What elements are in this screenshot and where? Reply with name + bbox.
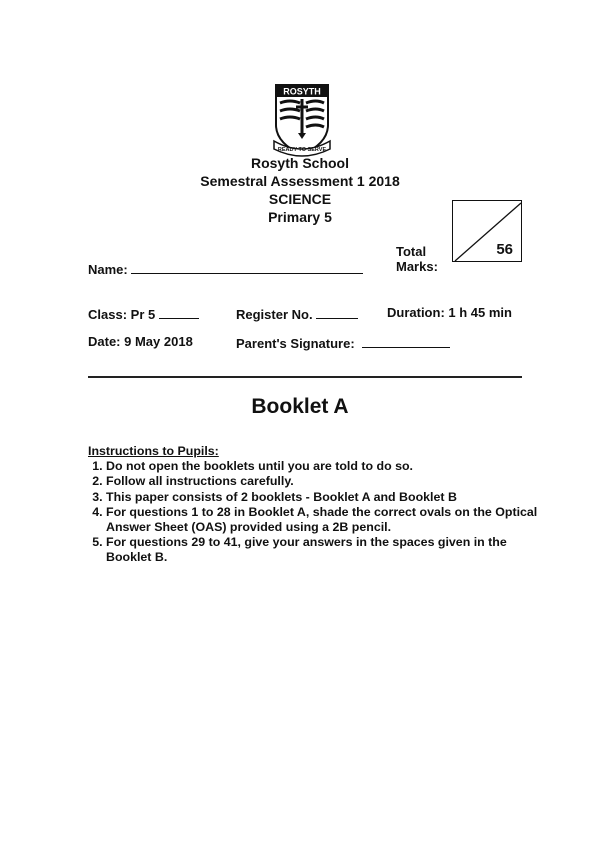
date-label: Date: [88, 334, 121, 349]
booklet-title: Booklet A [251, 395, 349, 418]
signature-blank[interactable] [362, 334, 450, 348]
date-row [88, 334, 193, 349]
class-blank[interactable] [159, 305, 199, 319]
instruction-item: 5. For questions 29 to 41, give your answers in the spaces given in the Booklet B. [106, 535, 548, 565]
class-value: Pr 5 [130, 307, 156, 322]
signature-row [236, 334, 450, 351]
school-name: Rosyth School [250, 155, 349, 171]
register-label: Register No. [236, 307, 313, 322]
class-row [88, 305, 199, 322]
instruction-item: 4. For questions 1 to 28 in Booklet A, shade the correct ovals on the Optical Answer Sheet (OAS) provided using a 2B pencil. [106, 505, 548, 535]
subject-title: SCIENCE [268, 191, 332, 207]
school-crest-logo [272, 83, 332, 159]
crest-top-text: ROSYTH [283, 86, 321, 97]
instruction-item: 3. This paper consists of 2 booklets - Booklet A and Booklet B [106, 490, 548, 505]
total-marks-box [452, 200, 522, 262]
duration-label: Duration: [387, 305, 445, 320]
signature-label: Parent's Signature: [236, 336, 355, 351]
total-marks-label-1: Total [396, 244, 427, 259]
register-blank[interactable] [316, 305, 358, 319]
exam-title: Semestral Assessment 1 2018 [200, 173, 400, 189]
total-marks-label-2: Marks: [396, 259, 438, 274]
instructions-title: Instructions to Pupils: [88, 444, 219, 458]
level-title: Primary 5 [268, 209, 332, 225]
name-row [88, 260, 363, 277]
duration-value: 1 h 45 min [448, 305, 512, 320]
class-label: Class: [88, 307, 128, 322]
date-value: 9 May 2018 [124, 334, 193, 349]
total-marks-value: 56 [496, 241, 513, 258]
crest-motto: READY TO SERVE [277, 147, 327, 153]
instructions-block [88, 444, 548, 566]
instruction-item: 1. Do not open the booklets until you are told to do so. [106, 459, 548, 474]
name-label: Name: [88, 262, 128, 277]
section-divider [88, 376, 522, 378]
duration-row [387, 305, 512, 320]
instructions-list [88, 459, 548, 565]
register-row [236, 305, 358, 322]
name-blank[interactable] [131, 260, 363, 274]
instruction-item: 2. Follow all instructions carefully. [106, 474, 548, 489]
